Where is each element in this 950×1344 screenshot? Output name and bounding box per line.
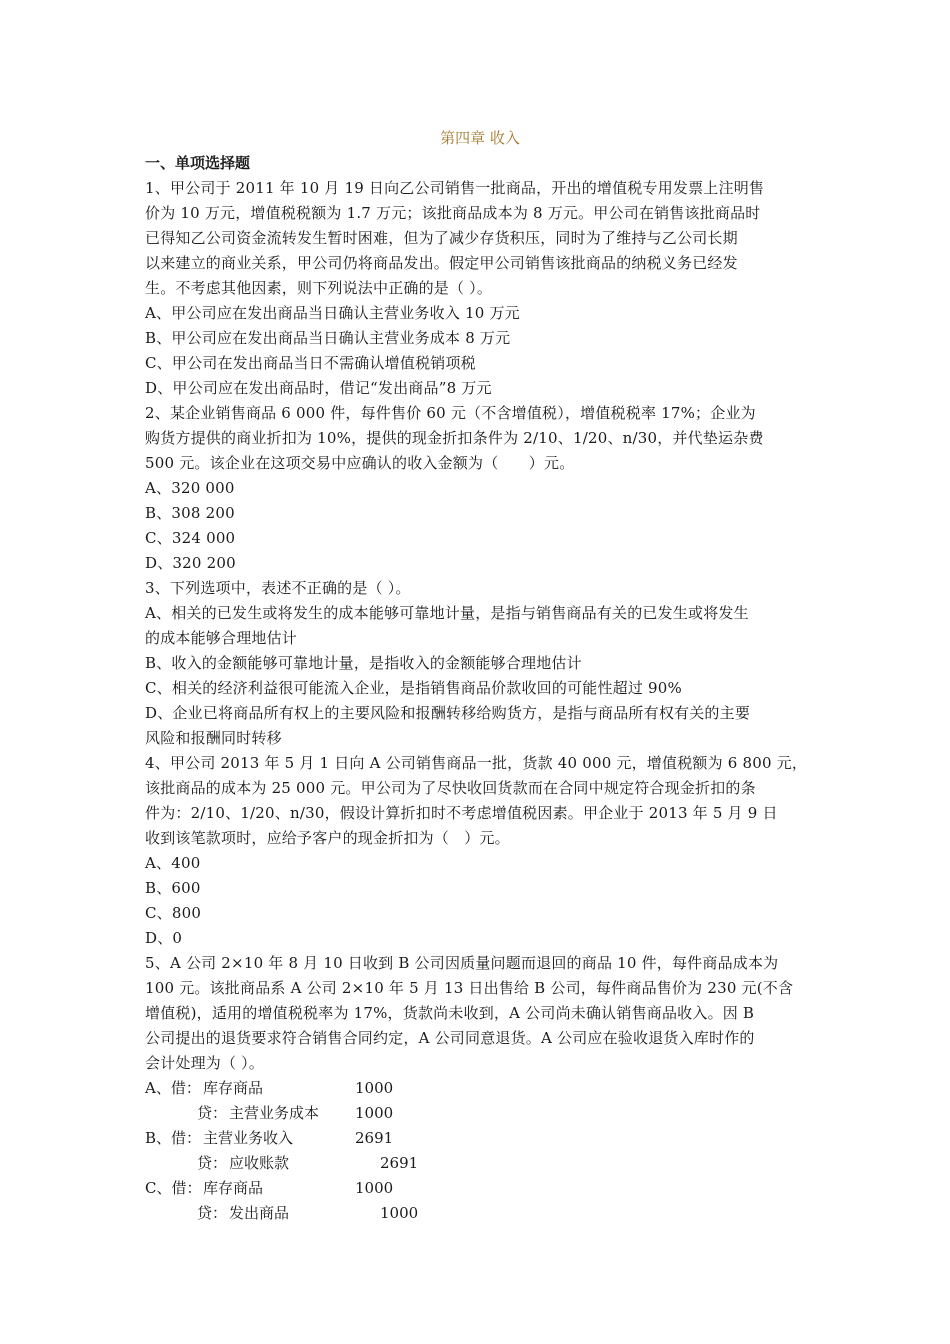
option-a-continued: 的成本能够合理地估计: [145, 629, 298, 647]
document-page: [145, 126, 815, 1226]
option-d: D、企业已将商品所有权上的主要风险和报酬转移给购货方，是指与商品所有权有关的主要: [145, 704, 751, 722]
option-a: A、400: [145, 854, 201, 872]
entry-amount: 2691: [380, 1154, 419, 1172]
journal-entry-credit: [145, 1201, 815, 1226]
question-text-line: 该批商品的成本为 25 000 元。甲公司为了尽快收回货款而在合同中规定符合现金折扣的条: [145, 779, 756, 797]
question-text-line: 500 元。该企业在这项交易中应确认的收入金额为（ ）元。: [145, 454, 575, 472]
question-text-line: 件为：2/10、1/20、n/30，假设计算折扣时不考虑增值税因素。甲企业于 2013 年 5 月 9 日: [145, 804, 778, 822]
journal-entry-credit: [145, 1151, 815, 1176]
option-d: D、0: [145, 929, 183, 947]
question-text-line: 5、A 公司 2×10 年 8 月 10 日收到 B 公司因质量问题而退回的商品 10 件，每件商品成本为: [145, 954, 779, 972]
entry-amount: 1000: [355, 1179, 394, 1197]
question-text-line: 已得知乙公司资金流转发生暂时困难，但为了减少存货积压，同时为了维持与乙公司长期: [145, 229, 738, 247]
question-text-line: 增值税)，适用的增值税税率为 17%，货款尚未收到，A 公司尚未确认销售商品收入。因 B: [145, 1004, 755, 1022]
question-2: [145, 401, 815, 576]
question-text-line: 3、下列选项中，表述不正确的是（ ）。: [145, 579, 411, 597]
option-b: B、308 200: [145, 504, 235, 522]
question-1: [145, 176, 815, 401]
question-text-line: 收到该笔款项时，应给予客户的现金折扣为（ ）元。: [145, 829, 510, 847]
entry-account: 主营业务成本: [229, 1104, 320, 1122]
option-a: A、320 000: [145, 479, 235, 497]
option-a: A、相关的已发生或将发生的成本能够可靠地计量，是指与销售商品有关的已发生或将发生: [145, 604, 749, 622]
chapter-title: 第四章 收入: [440, 129, 520, 147]
entry-account: 应收账款: [229, 1154, 290, 1172]
journal-entry-credit: [145, 1101, 815, 1126]
option-d: D、甲公司应在发出商品时，借记“发出商品”8 万元: [145, 379, 492, 397]
question-text-line: 生。不考虑其他因素，则下列说法中正确的是（ ）。: [145, 279, 493, 297]
journal-entry-debit: [145, 1126, 815, 1151]
entry-prefix: C、借：: [145, 1179, 202, 1197]
question-text-line: 会计处理为（ ）。: [145, 1054, 265, 1072]
entry-account: 发出商品: [229, 1204, 290, 1222]
entry-amount: 1000: [380, 1204, 419, 1222]
question-text-line: 以来建立的商业关系，甲公司仍将商品发出。假定甲公司销售该批商品的纳税义务已经发: [145, 254, 738, 272]
option-b: B、收入的金额能够可靠地计量，是指收入的金额能够合理地估计: [145, 654, 582, 672]
option-c: C、324 000: [145, 529, 236, 547]
section-title: 一、单项选择题: [145, 154, 251, 172]
question-5: [145, 951, 815, 1226]
entry-prefix: B、借：: [145, 1129, 202, 1147]
question-text-line: 100 元。该批商品系 A 公司 2×10 年 5 月 13 日出售给 B 公司，每件商品售价为 230 元(不含: [145, 979, 794, 997]
option-c: C、800: [145, 904, 202, 922]
option-b: B、甲公司应在发出商品当日确认主营业务成本 8 万元: [145, 329, 511, 347]
entry-amount: 2691: [355, 1129, 394, 1147]
question-3: [145, 576, 815, 751]
option-d: D、320 200: [145, 554, 236, 572]
entry-account: 主营业务收入: [203, 1129, 294, 1147]
entry-amount: 1000: [355, 1104, 394, 1122]
question-text-line: 4、甲公司 2013 年 5 月 1 日向 A 公司销售商品一批，货款 40 000 元，增值税额为 6 800 元，: [145, 754, 808, 772]
option-a: A、甲公司应在发出商品当日确认主营业务收入 10 万元: [145, 304, 520, 322]
question-text-line: 价为 10 万元，增值税税额为 1.7 万元；该批商品成本为 8 万元。甲公司在销售该批商品时: [145, 204, 761, 222]
entry-account: 库存商品: [203, 1079, 264, 1097]
journal-entry-debit: [145, 1076, 815, 1101]
entry-prefix: 贷：: [197, 1204, 228, 1222]
entry-prefix: 贷：: [197, 1104, 228, 1122]
entry-prefix: A、借：: [145, 1079, 201, 1097]
option-d-continued: 风险和报酬同时转移: [145, 729, 282, 747]
entry-prefix: 贷：: [197, 1154, 228, 1172]
question-text-line: 公司提出的退货要求符合销售合同约定，A 公司同意退货。A 公司应在验收退货入库时作的: [145, 1029, 755, 1047]
entry-amount: 1000: [355, 1079, 394, 1097]
option-c: C、相关的经济利益很可能流入企业，是指销售商品价款收回的可能性超过 90%: [145, 679, 682, 697]
question-text-line: 购货方提供的商业折扣为 10%，提供的现金折扣条件为 2/10、1/20、n/30，并代垫运杂费: [145, 429, 764, 447]
option-b: B、600: [145, 879, 201, 897]
question-4: [145, 751, 815, 951]
journal-entry-debit: [145, 1176, 815, 1201]
option-c: C、甲公司在发出商品当日不需确认增值税销项税: [145, 354, 476, 372]
entry-account: 库存商品: [203, 1179, 264, 1197]
question-text-line: 2、某企业销售商品 6 000 件，每件售价 60 元（不含增值税），增值税税率 17%；企业为: [145, 404, 756, 422]
question-text-line: 1、甲公司于 2011 年 10 月 19 日向乙公司销售一批商品，开出的增值税专用发票上注明售: [145, 179, 765, 197]
